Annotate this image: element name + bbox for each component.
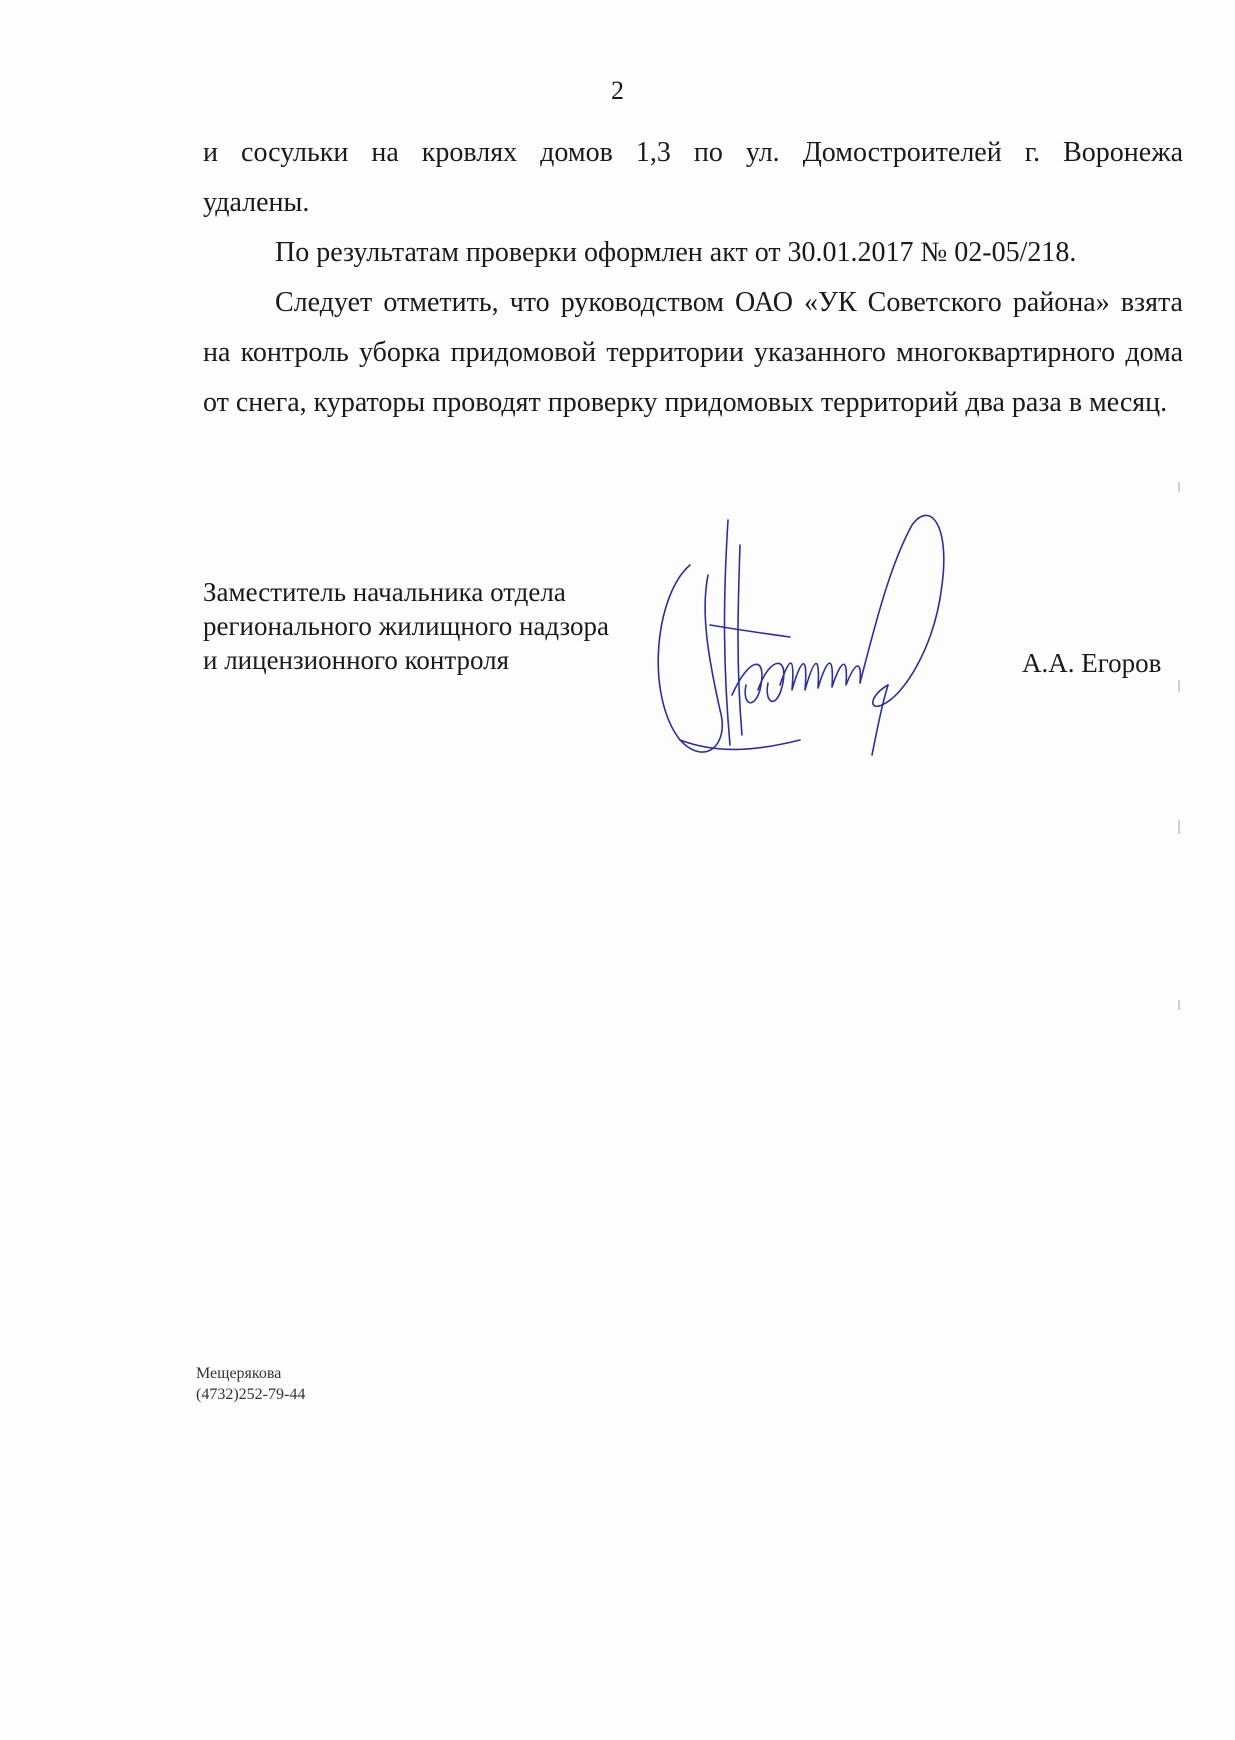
scan-artifact [1178,1000,1180,1010]
executor-name: Мещерякова [196,1365,282,1382]
paragraph-inspection-act: По результатам проверки оформлен акт от 30.01.2017 № 02-05/218. [275,237,1077,268]
position-line: Заместитель начальника отдела [203,577,566,607]
signer-position [203,575,609,677]
position-line: регионального жилищного надзора [203,611,609,641]
scan-artifact [1178,680,1180,692]
handwritten-signature [650,505,1020,770]
executor-phone: (4732)252-79-44 [196,1386,306,1403]
position-line: и лицензионного контроля [203,645,510,675]
paragraph-icicles: и сосульки на кровлях домов 1,3 по ул. Домостроителей г. Воронежа удалены. [203,137,1183,218]
letter-body [203,128,1183,428]
scan-artifact [1178,482,1180,492]
page-number: 2 [611,76,624,105]
scan-artifact [1178,820,1180,834]
signer-name: А.А. Егоров [1022,648,1162,678]
paragraph-management-control: Следует отметить, что руководством ОАО «УК Советского района» взята на контроль уборка придомовой территории указанного многоквартирного дома от снега, кураторы проводят проверку придомовых территорий два раза в месяц. [203,287,1183,418]
executor-info [196,1363,305,1405]
